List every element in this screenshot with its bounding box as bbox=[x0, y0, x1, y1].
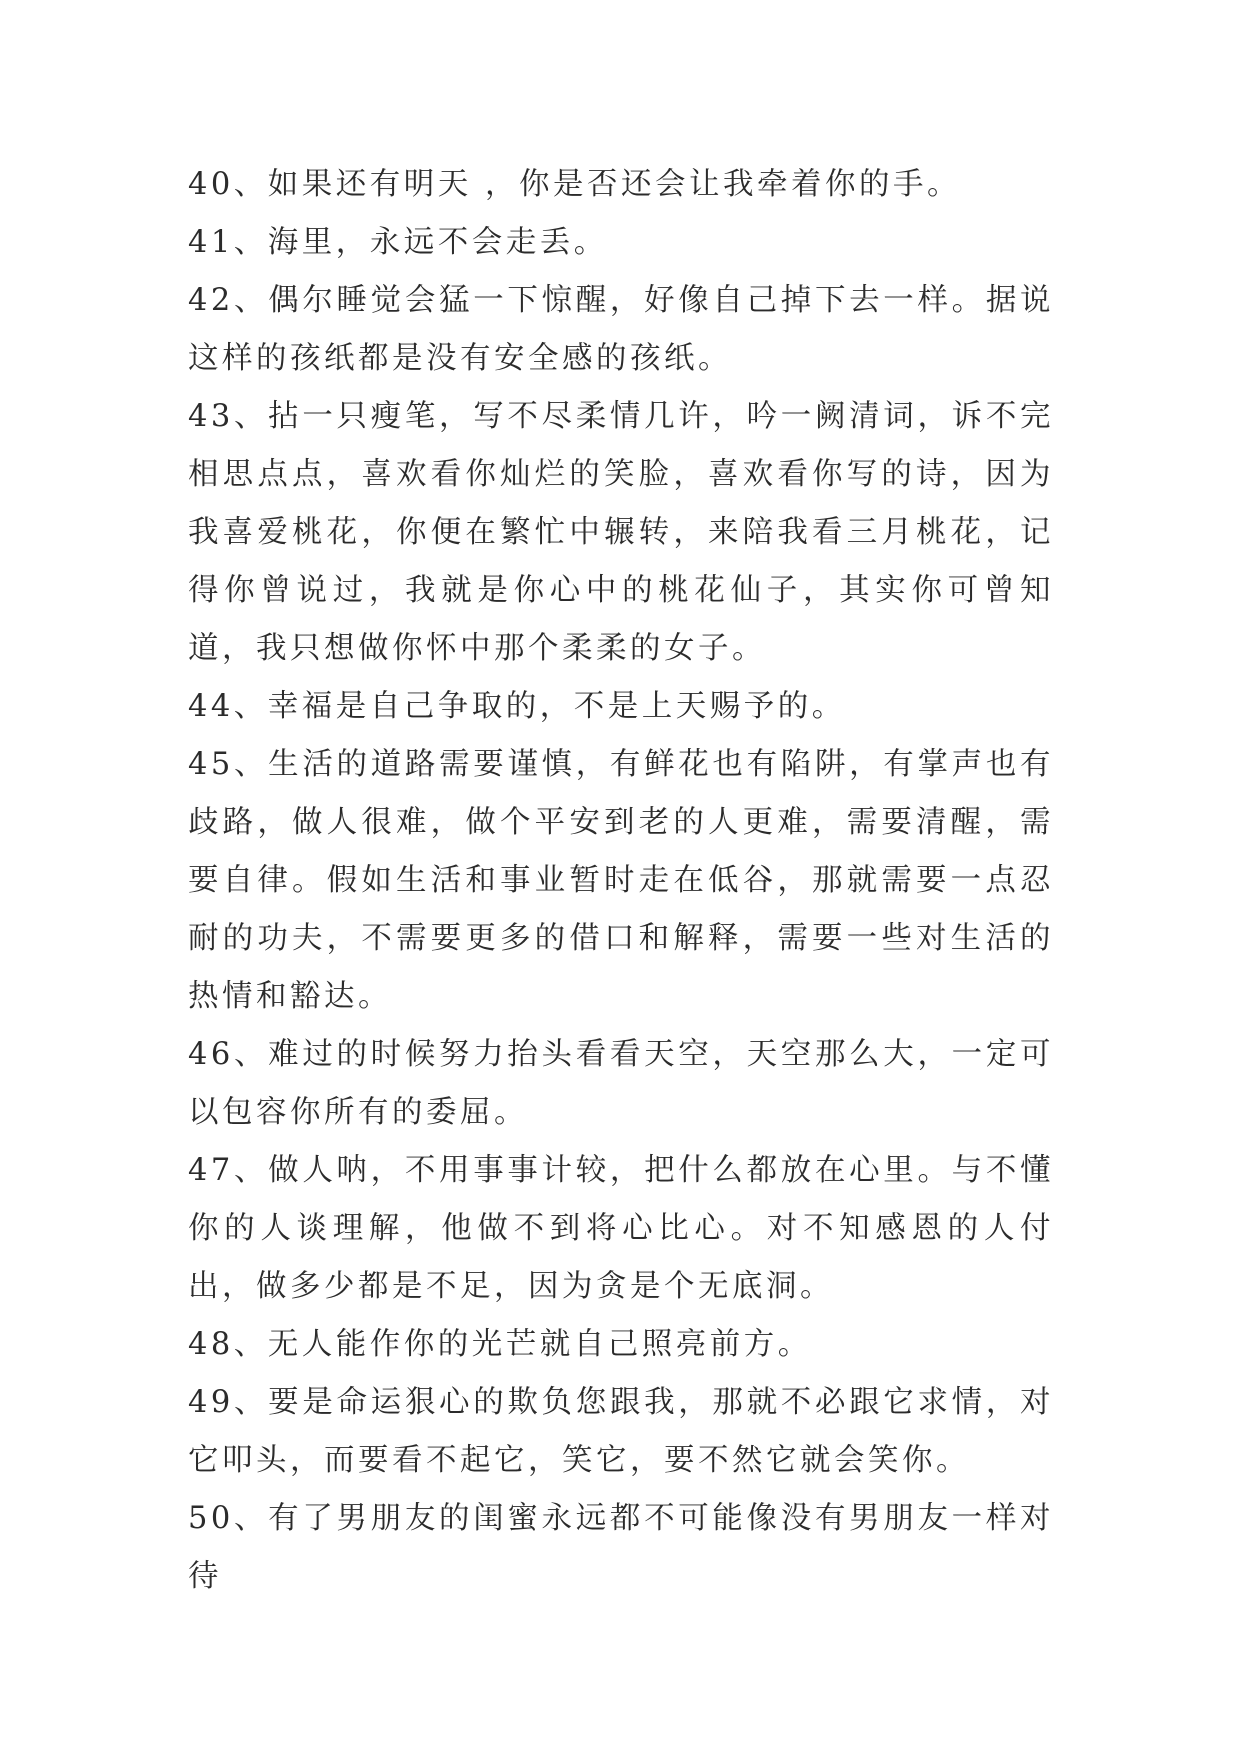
list-item: 46、难过的时候努力抬头看看天空，天空那么大，一定可以包容你所有的委屈。 bbox=[188, 1037, 1054, 1130]
document-body bbox=[188, 156, 1054, 1606]
list-item: 45、生活的道路需要谨慎，有鲜花也有陷阱，有掌声也有歧路，做人很难，做个平安到老的人更难，需要清醒，需要自律。假如生活和事业暂时走在低谷，那就需要一点忍耐的功夫，不需要更多的借口和解释，需要一些对生活的热情和豁达。 bbox=[188, 747, 1054, 1014]
list-item: 43、拈一只瘦笔，写不尽柔情几许，吟一阙清词，诉不完相思点点，喜欢看你灿烂的笑脸，喜欢看你写的诗，因为我喜爱桃花，你便在繁忙中辗转，来陪我看三月桃花，记得你曾说过，我就是你心中的桃花仙子，其实你可曾知道，我只想做你怀中那个柔柔的女子。 bbox=[188, 399, 1054, 666]
list-item: 50、有了男朋友的闺蜜永远都不可能像没有男朋友一样对待 bbox=[188, 1501, 1054, 1594]
list-item: 49、要是命运狠心的欺负您跟我，那就不必跟它求情，对它叩头，而要看不起它，笑它，要不然它就会笑你。 bbox=[188, 1385, 1054, 1478]
list-item: 44、幸福是自己争取的，不是上天赐予的。 bbox=[188, 689, 846, 724]
list-item: 41、海里，永远不会走丢。 bbox=[188, 225, 608, 260]
list-item: 40、如果还有明天 ，你是否还会让我牵着你的手。 bbox=[188, 167, 962, 202]
list-item: 48、无人能作你的光芒就自己照亮前方。 bbox=[188, 1327, 812, 1362]
list-item: 42、偶尔睡觉会猛一下惊醒，好像自己掉下去一样。据说这样的孩纸都是没有安全感的孩纸。 bbox=[188, 283, 1054, 376]
list-item: 47、做人呐，不用事事计较，把什么都放在心里。与不懂你的人谈理解，他做不到将心比心。对不知感恩的人付出，做多少都是不足，因为贪是个无底洞。 bbox=[188, 1153, 1054, 1304]
